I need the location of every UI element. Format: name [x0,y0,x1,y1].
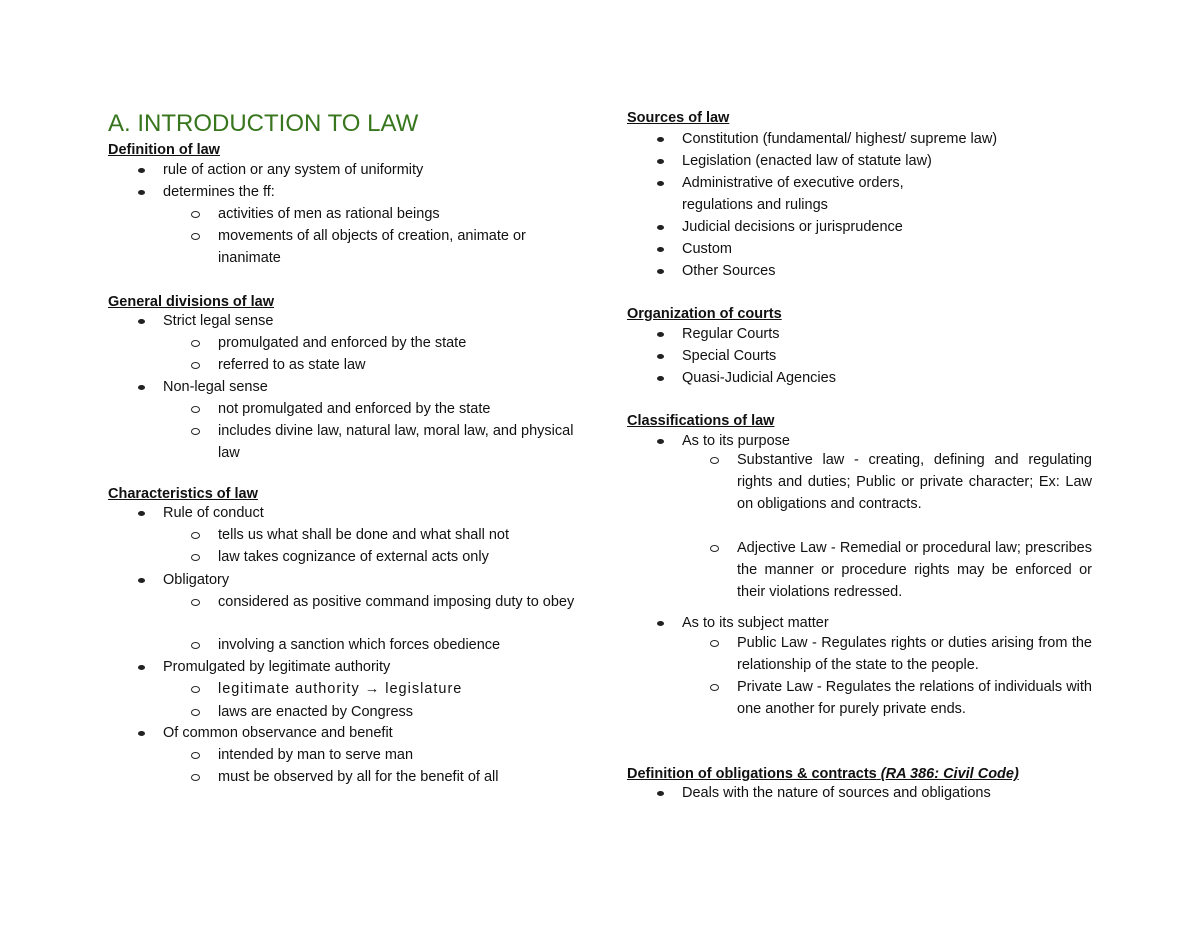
sub-list-item: promulgated and enforced by the state [218,332,466,354]
sub-list-item: involving a sanction which forces obedience [218,634,500,656]
sub-list-item: Private Law - Regulates the relations of individuals with one another for purely private ends. [737,676,1092,720]
sub-list-item: Adjective Law - Remedial or procedural law; prescribes the manner or procedure rights may be enforced or their violations redressed. [737,537,1092,603]
obligations-heading-text: Definition of obligations & contracts [627,766,877,782]
list-item: As to its subject matter [682,612,829,634]
list-item: Constitution (fundamental/ highest/ supreme law) [682,128,997,150]
sources-heading: Sources of law [627,110,730,126]
sub-list-item: intended by man to serve man [218,744,413,766]
list-item: Legislation (enacted law of statute law) [682,150,932,172]
sub-list-item: must be observed by all for the benefit of all [218,766,499,788]
sub-list-item: tells us what shall be done and what shall not [218,524,509,546]
list-item: Special Courts [682,345,776,367]
list-item: rule of action or any system of uniformity [163,159,423,181]
list-item: Deals with the nature of sources and obligations [682,782,991,804]
list-item: Administrative of executive orders, regulations and rulings [682,172,952,216]
divisions-heading: General divisions of law [108,294,274,310]
sub-list-item: considered as positive command imposing duty to obey [218,591,578,613]
list-item: Of common observance and benefit [163,722,393,744]
sub-list-item: not promulgated and enforced by the state [218,398,490,420]
classifications-heading: Classifications of law [627,413,775,429]
list-item: As to its purpose [682,430,790,452]
list-item: Custom [682,238,732,260]
sub-list-item: law takes cognizance of external acts only [218,546,489,568]
sub-list-item: includes divine law, natural law, moral law, and physical law [218,420,578,464]
list-item: Promulgated by legitimate authority [163,656,390,678]
list-item: Regular Courts [682,323,780,345]
list-item: Non-legal sense [163,376,268,398]
sub-list-item: Substantive law - creating, defining and regulating rights and duties; Public or private character; Ex: Law on obligations and contracts. [737,449,1092,515]
list-item: determines the ff: [163,181,275,203]
list-item: Obligatory [163,569,229,591]
page-title: A. INTRODUCTION TO LAW [108,110,419,137]
list-item: Strict legal sense [163,310,273,332]
sub-list-item: legitimate authority → legislature [218,678,462,700]
civil-code-reference: (RA 386: Civil Code) [880,766,1019,782]
courts-heading: Organization of courts [627,306,782,322]
sub-list-item: activities of men as rational beings [218,203,440,225]
list-item: Other Sources [682,260,776,282]
sub-list-item: laws are enacted by Congress [218,701,413,723]
definition-heading: Definition of law [108,142,220,158]
characteristics-heading: Characteristics of law [108,486,258,502]
list-item: Judicial decisions or jurisprudence [682,216,903,238]
obligations-heading [627,766,1019,782]
list-item: Quasi-Judicial Agencies [682,367,836,389]
sub-list-item: referred to as state law [218,354,366,376]
list-item: Rule of conduct [163,502,264,524]
sub-list-item: movements of all objects of creation, animate or inanimate [218,225,578,269]
sub-list-item: Public Law - Regulates rights or duties arising from the relationship of the state to the people. [737,632,1092,676]
